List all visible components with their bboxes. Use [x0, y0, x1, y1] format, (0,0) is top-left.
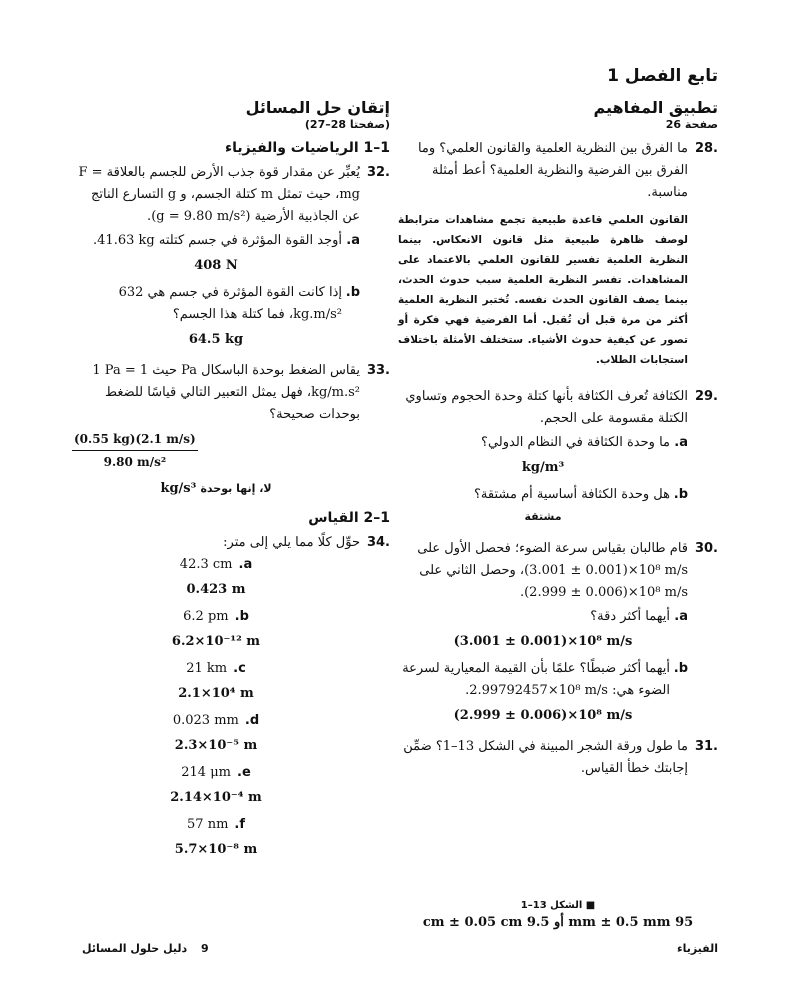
answer-value: 64.5 kg	[188, 332, 244, 347]
question-29	[398, 386, 718, 528]
answer-line	[72, 478, 360, 500]
conversion-item	[72, 658, 360, 680]
question-number: 31.	[694, 739, 718, 754]
figure-answer: 95 mm ± 0.5 mm أو 9.5 cm ± 0.05 cm	[422, 915, 694, 930]
footer-page-number: 9	[201, 942, 209, 955]
footer-book-title: دليل حلول المسائل	[82, 942, 188, 955]
answer-text: لا، إنها بوحدة	[200, 482, 272, 495]
footer-subject: الفيزياء	[676, 942, 718, 955]
question-33	[72, 360, 390, 500]
question-text: الكثافة تُعرف الكثافة بأنها كتلة وحدة الحجوم وتساوي الكتلة مقسومة على الحجم.	[405, 389, 688, 426]
question-text: قام طالبان بقياس سرعة الضوء؛ فحصل الأول على ‪(3.001 ± 0.001)×10⁸ m/s‬، وحصل الثاني على ‪(2.999 ± 0.006)×10⁸ m/s‬.	[417, 541, 688, 600]
question-28	[398, 138, 718, 370]
conversion-value: 57 nm	[187, 817, 229, 832]
question-30	[398, 538, 718, 728]
fraction-denominator: 9.80 m/s²	[103, 455, 167, 469]
conversion-answer: 5.7×10⁻⁸ m	[174, 842, 258, 857]
conversion-item	[72, 554, 360, 576]
part-b	[72, 282, 360, 326]
question-text: حوِّل كلًا مما يلي إلى متر:	[223, 535, 360, 550]
part-label: a.	[674, 609, 688, 624]
fraction	[72, 428, 198, 473]
subsection-math-physics: 1–1 الرياضيات والفيزياء	[224, 140, 390, 156]
answer-unit: kg/s³	[160, 481, 197, 496]
conversion-value: 6.2 pm	[183, 609, 229, 624]
answer-value: (2.999 ± 0.006)×10⁸ m/s	[453, 708, 633, 723]
conversion-answer: 0.423 m	[186, 582, 246, 597]
question-text: يُعبِّر عن مقدار قوة جذب الأرض للجسم بالعلاقة ‪F = mg‬، حيث تمثل m كتلة الجسم، و g التسارع الناتج عن الجاذبية الأرضية ‪(g = 9.80 m/s²)‬.	[78, 165, 360, 224]
figure-caption-block	[398, 900, 718, 930]
question-number: 33.	[366, 363, 390, 378]
conversion-label: e.	[236, 765, 251, 780]
concepts-column	[398, 98, 718, 780]
conversion-label: a.	[238, 557, 253, 572]
question-32	[72, 162, 390, 352]
part-a	[398, 432, 688, 454]
part-label: b.	[345, 285, 360, 300]
conversion-answer: 2.3×10⁻⁵ m	[174, 738, 258, 753]
part-a	[398, 606, 688, 628]
fraction-expression	[72, 428, 360, 474]
answer-value: (3.001 ± 0.001)×10⁸ m/s	[453, 634, 633, 649]
conversion-answer: 2.14×10⁻⁴ m	[170, 790, 262, 805]
answer-text: القانون العلمي قاعدة طبيعية تجمع مشاهدات مترابطة لوصف ظاهرة طبيعية مثل قانون الانعكاس. بينما النظرية العلمية تفسير للقانون العلمي بالاعتماد على المشاهدات. تفسر النظرية العلمية سبب حدوث الحدث، بينما يصف القانون الحدث نفسه. تُختبر النظرية العلمية أكثر من مرة قبل أن تُقبل. أما الفرضية فهي فكرة أو تصور عن كيفية حدوث الأشياء. ستختلف الأمثلة باختلاف استجابات الطلاب.	[398, 214, 688, 366]
part-label: b.	[673, 487, 688, 502]
subsection-measurement: 1–2 القياس	[308, 510, 390, 526]
question-text: ما طول ورقة الشجر المبينة في الشكل 13–1؟ ضمِّن إجابتك خطأ القياس.	[403, 739, 688, 776]
question-number: 29.	[694, 389, 718, 404]
section-title-concepts: تطبيق المفاهيم	[593, 98, 718, 117]
part-label: a.	[346, 233, 360, 248]
conversion-value: 21 km	[186, 661, 228, 676]
section-page-ref: صفحة 26	[665, 118, 718, 131]
problems-column	[72, 98, 390, 866]
conversion-item	[72, 814, 360, 836]
answer-value: 408 N	[194, 258, 238, 273]
part-text: أيهما أكثر ضبطًا؟ علمًا بأن القيمة المعيارية لسرعة الضوء هي: ‪2.99792457×10⁸ m/s‬.	[402, 661, 670, 698]
section-title-problems: إتقان حل المسائل	[245, 98, 390, 117]
part-label: a.	[674, 435, 688, 450]
question-number: 28.	[694, 141, 718, 156]
question-31	[398, 736, 718, 780]
conversion-list	[72, 554, 360, 862]
part-b	[398, 658, 688, 702]
chapter-heading: تابع الفصل 1	[607, 66, 718, 86]
question-text: يقاس الضغط بوحدة الباسكال Pa حيث ‪1 Pa = 1 kg/m.s²‬، فهل يمثل التعبير التالي قياسًا للضغط بوحدات صحيحة؟	[92, 363, 360, 422]
conversion-answer: 2.1×10⁴ m	[178, 686, 254, 701]
part-text: إذا كانت القوة المؤثرة في جسم هي ‪632 kg.m/s²‬، فما كتلة هذا الجسم؟	[118, 285, 342, 322]
conversion-value: 214 μm	[181, 765, 231, 780]
conversion-value: 0.023 mm	[172, 713, 239, 728]
conversion-item	[72, 606, 360, 628]
conversion-item	[72, 710, 360, 732]
part-text: ما وحدة الكثافة في النظام الدولي؟	[481, 435, 670, 450]
part-text: أوجد القوة المؤثرة في جسم كتلته ‪41.63 kg‬.	[93, 233, 342, 248]
question-34	[72, 532, 390, 862]
question-number: 30.	[694, 541, 718, 556]
answer-value: مشتقة	[524, 510, 562, 523]
conversion-answer: 6.2×10⁻¹² m	[171, 634, 261, 649]
conversion-label: d.	[244, 713, 260, 728]
fraction-numerator: (0.55 kg)(2.1 m/s)	[72, 428, 198, 451]
conversion-item	[72, 762, 360, 784]
figure-label: ■ الشكل 13–1	[520, 900, 596, 911]
part-b	[398, 484, 688, 506]
question-text: ما الفرق بين النظرية العلمية والقانون العلمي؟ وما الفرق بين الفرضية والنظرية العلمية؟ أعط أمثلة مناسبة.	[417, 141, 688, 200]
conversion-label: f.	[234, 817, 245, 832]
part-label: b.	[673, 661, 688, 676]
answer-value: kg/m³	[521, 460, 565, 475]
section-page-ref: (صفحتا 28–27)	[304, 118, 390, 131]
conversion-value: 42.3 cm	[179, 557, 233, 572]
part-a	[72, 230, 360, 252]
conversion-label: b.	[234, 609, 249, 624]
part-text: أيهما أكثر دقة؟	[590, 609, 670, 624]
question-number: 34.	[366, 535, 390, 550]
part-text: هل وحدة الكثافة أساسية أم مشتقة؟	[474, 487, 670, 502]
conversion-label: c.	[233, 661, 246, 676]
question-number: 32.	[366, 165, 390, 180]
footer-left	[82, 942, 209, 955]
